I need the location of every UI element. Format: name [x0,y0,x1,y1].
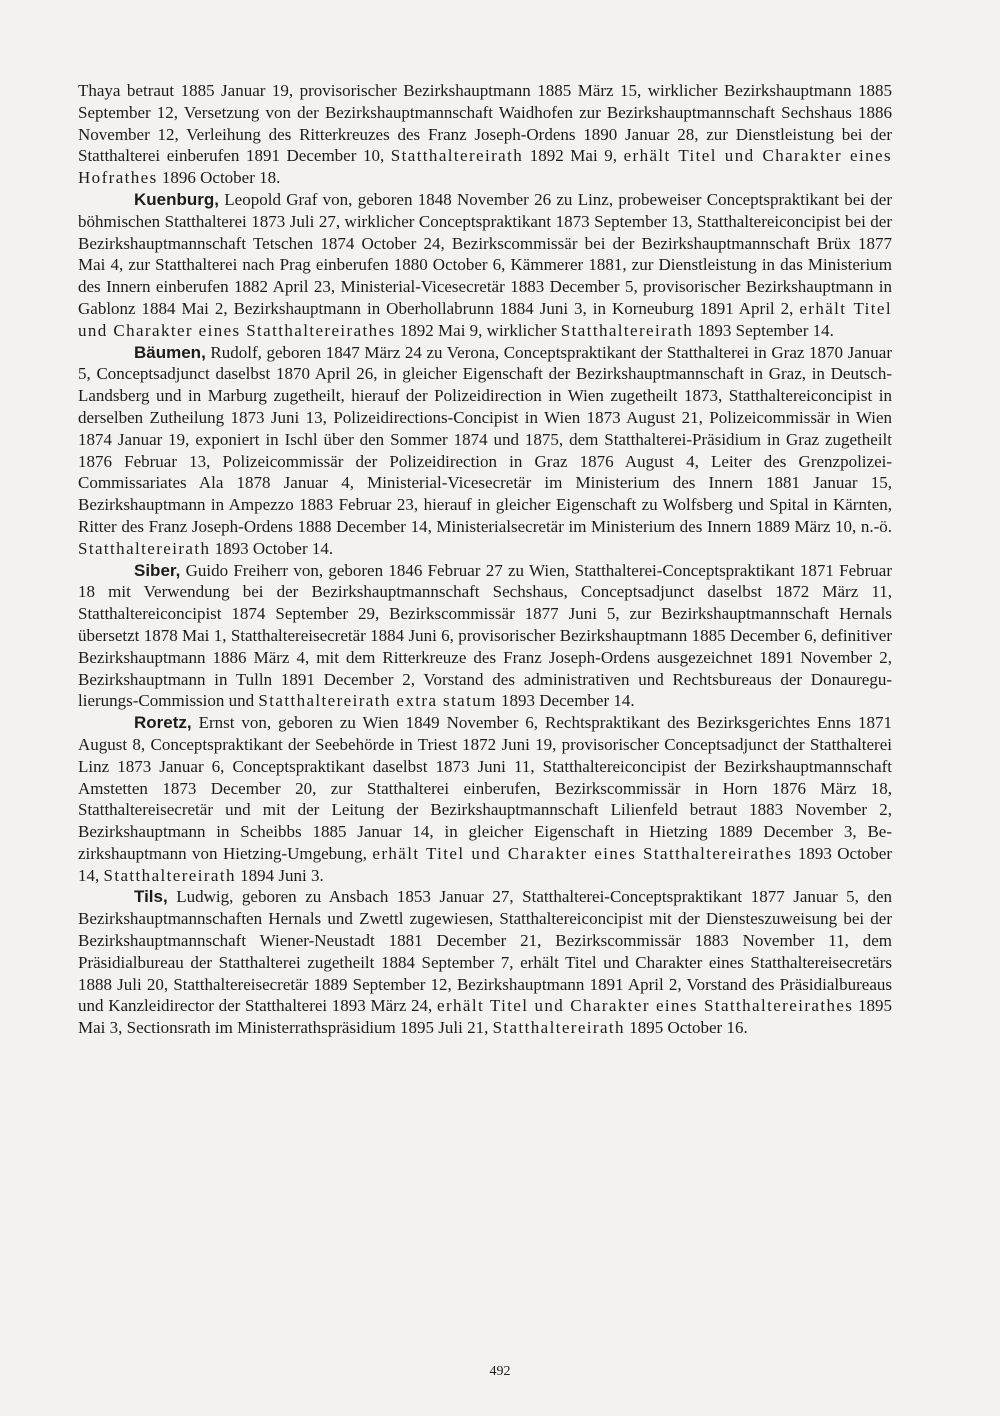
page-number: 492 [489,1364,511,1379]
spaced-text: Statthaltereirath [103,865,236,885]
spaced-text: Statthaltereirath [560,320,694,340]
spaced-text: Statthaltereirath extra statum [258,691,497,711]
entry-continuation [78,80,892,189]
entry-text: 1893 September 14. [693,320,834,340]
entry-text: 1893 December 14. [496,691,635,711]
entry-text: Thaya betraut 1885 Januar 19, provisorischer Bezirkshauptmann 1885 März 15, wirklicher Bezirkshauptmann 1885 September 12, Versetzung von der Bezirkshauptmannschaft Waidhofen zur Bezirkshauptmannschaft Sechshaus 1886 November 12, Verleihung des Ritterkreuzes des Franz Joseph-Ordens 1890 Januar 28, zur Dienstleistung bei der Statthalterei einberufen 1891 December 10, [78,81,892,166]
entry-text: Ludwig, geboren zu Ansbach 1853 Januar 27, Statthalterei-Conceptspraktikant 1877 Januar 5, den Bezirkshauptmannschaften Hernals und Zwettl zugewiesen, Statthaltereiconcipist mit der Diensteszuweisung bei der Bezirkshauptmannschaft Wiener-Neustadt 1881 December 21, Bezirkscommissär 1883 November 11, dem Präsidialbureau der Statthalterei zugetheilt 1884 September 7, erhält Titel und Charakter eines Statthaltereisecretärs 1888 Juli 20, Statthaltereisecretär 1889 September 12, Bezirkshauptmann 1891 April 2, Vorstand des Präsidialbureaus und Kanzleidirector der Statthalterei 1893 März 24, [78,887,892,1016]
spaced-text: Statthaltereirath [78,538,211,558]
spaced-text: erhält Titel und Charakter eines Statthaltereirathes [437,996,854,1016]
page-body [78,80,892,1039]
entry-name: Bäumen, [134,342,206,362]
entry-text: 1895 October 16. [624,1018,748,1038]
entry-text: 1892 Mai 9, [523,146,624,166]
entry-name: Siber, [134,560,181,580]
spaced-text: Statthaltereirath [492,1018,625,1038]
entry-text: Guido Freiherr von, geboren 1846 Februar 27 zu Wien, Statthalterei-Conceptspraktikant 1871 Februar 18 mit Verwendung bei der Bezirkshauptmannschaft Sechshaus, Conceptsadjunct daselbst 1872 März 11, Statthaltereiconcipist 1874 September 29, Bezirkscommissär 1877 Juni 5, zur Bezirkshauptmannschaft Hernals übersetzt 1878 Mai 1, Statthaltereisecretär 1884 Juni 6, provisorischer Bezirkshauptmann 1885 December 6, definitiver Bezirkshauptmann 1886 März 4, mit dem Ritterkreuze des Franz Joseph-Ordens ausgezeichnet 1891 November 2, Bezirkshauptmann in Tulln 1891 December 2, Vorstand des administrativen und Rechtsbureaus der Donauregulierungs-Commission und [78,560,892,711]
entry-name: Kuenburg, [134,189,219,209]
entry-text: Leopold Graf von, geboren 1848 November 26 zu Linz, probeweiser Conceptspraktikant bei der böhmischen Statthalterei 1873 Juli 27, wirklicher Conceptspraktikant 1873 September 13, Statthaltereiconcipist bei der Bezirkshauptmannschaft Tetschen 1874 October 24, Bezirkscommissär bei der Bezirkshauptmannschaft Brüx 1877 Mai 4, zur Statthalterei nach Prag einberufen 1880 October 6, Kämmerer 1881, zur Dienstleistung in das Ministerium des Innern einberufen 1882 April 23, Ministerial-Vicesecretär 1883 December 5, provisorischer Bezirkshauptmann in Gablonz 1884 Mai 2, Bezirkshauptmann in Oberhollabrunn 1884 Juni 3, in Korneuburg 1891 April 2, [78,189,892,318]
entry-text: 1892 Mai 9, wirklicher [395,320,561,340]
spaced-text: erhält Titel und Charakter eines Statthaltereirathes [372,843,793,863]
entry-tils [78,886,892,1039]
spaced-text: erhält Titel und Charakter eines Hofrathes [78,146,892,188]
entry-kuenburg [78,189,892,342]
entry-text: Ernst von, geboren zu Wien 1849 November 6, Rechtspraktikant des Bezirksgerichtes Enns 1871 August 8, Conceptspraktikant der Seebehörde in Triest 1872 Juni 19, provisorischer Conceptsadjunct der Statthalterei Linz 1873 Januar 6, Conceptspraktikant daselbst 1873 Juni 11, Statthaltereiconcipist der Bezirkshauptmannschaft Amstetten 1873 December 20, zur Statthalterei einberufen, Bezirkscommissär in Horn 1876 März 18, Statthaltereisecretär und mit der Leitung der Bezirkshauptmannschaft Lilienfeld betraut 1883 November 2, Bezirkshauptmann in Scheibbs 1885 Januar 14, in gleicher Eigenschaft in Hietzing 1889 December 3, Bezirkshauptmann von Hietzing-Umgebung, [78,713,892,863]
entry-text: 1894 Juni 3. [235,865,324,885]
spaced-text: erhält Titel und Charakter eines Statthaltereirathes [78,298,892,340]
entry-text: Rudolf, geboren 1847 März 24 zu Verona, Conceptspraktikant der Statthalterei in Graz 1870 Januar 5, Conceptsadjunct daselbst 1870 April 26, in gleicher Eigenschaft der Bezirkshauptmannschaft in Graz, in Deutsch-Landsberg und in Marburg zugetheilt, hierauf der Polizeidirection in Wien zugetheilt 1873, Statthaltereiconcipist in derselben Zutheilung 1873 Juni 13, Polizeidirections-Concipist in Wien 1873 August 21, Polizeicommissär in Wien 1874 Januar 19, exponiert in Ischl über den Sommer 1874 und 1875, dem Statthalterei-Präsidium in Graz zugetheilt 1876 Februar 13, Polizeicommissär der Polizeidirection in Graz 1876 August 4, Leiter des Grenzpolizei-Commissariates Ala 1878 Januar 4, Ministerial-Vicesecretär im Ministerium des Innern 1881 Januar 15, Bezirkshauptmann in Ampezzo 1883 Februar 23, hierauf in gleicher Eigenschaft zu Wolfsberg und Spital in Kärnten, Ritter des Franz Joseph-Ordens 1888 December 14, Ministerialsecretär im Ministerium des Innern 1889 März 10, n.-ö. [78,342,892,536]
entry-text: 1893 October 14, [78,843,892,885]
entry-text: 1895 Mai 3, Sectionsrath im Ministerrathspräsidium 1895 Juli 21, [78,996,892,1038]
entry-baeumen [78,342,892,560]
entry-name: Tils, [134,887,168,907]
entry-name: Roretz, [134,713,192,733]
entry-text: 1893 October 14. [210,538,334,558]
entry-text: 1896 October 18. [157,168,281,188]
entry-siber [78,560,892,713]
spaced-text: Statthaltereirath [390,146,524,166]
entry-roretz [78,712,892,886]
